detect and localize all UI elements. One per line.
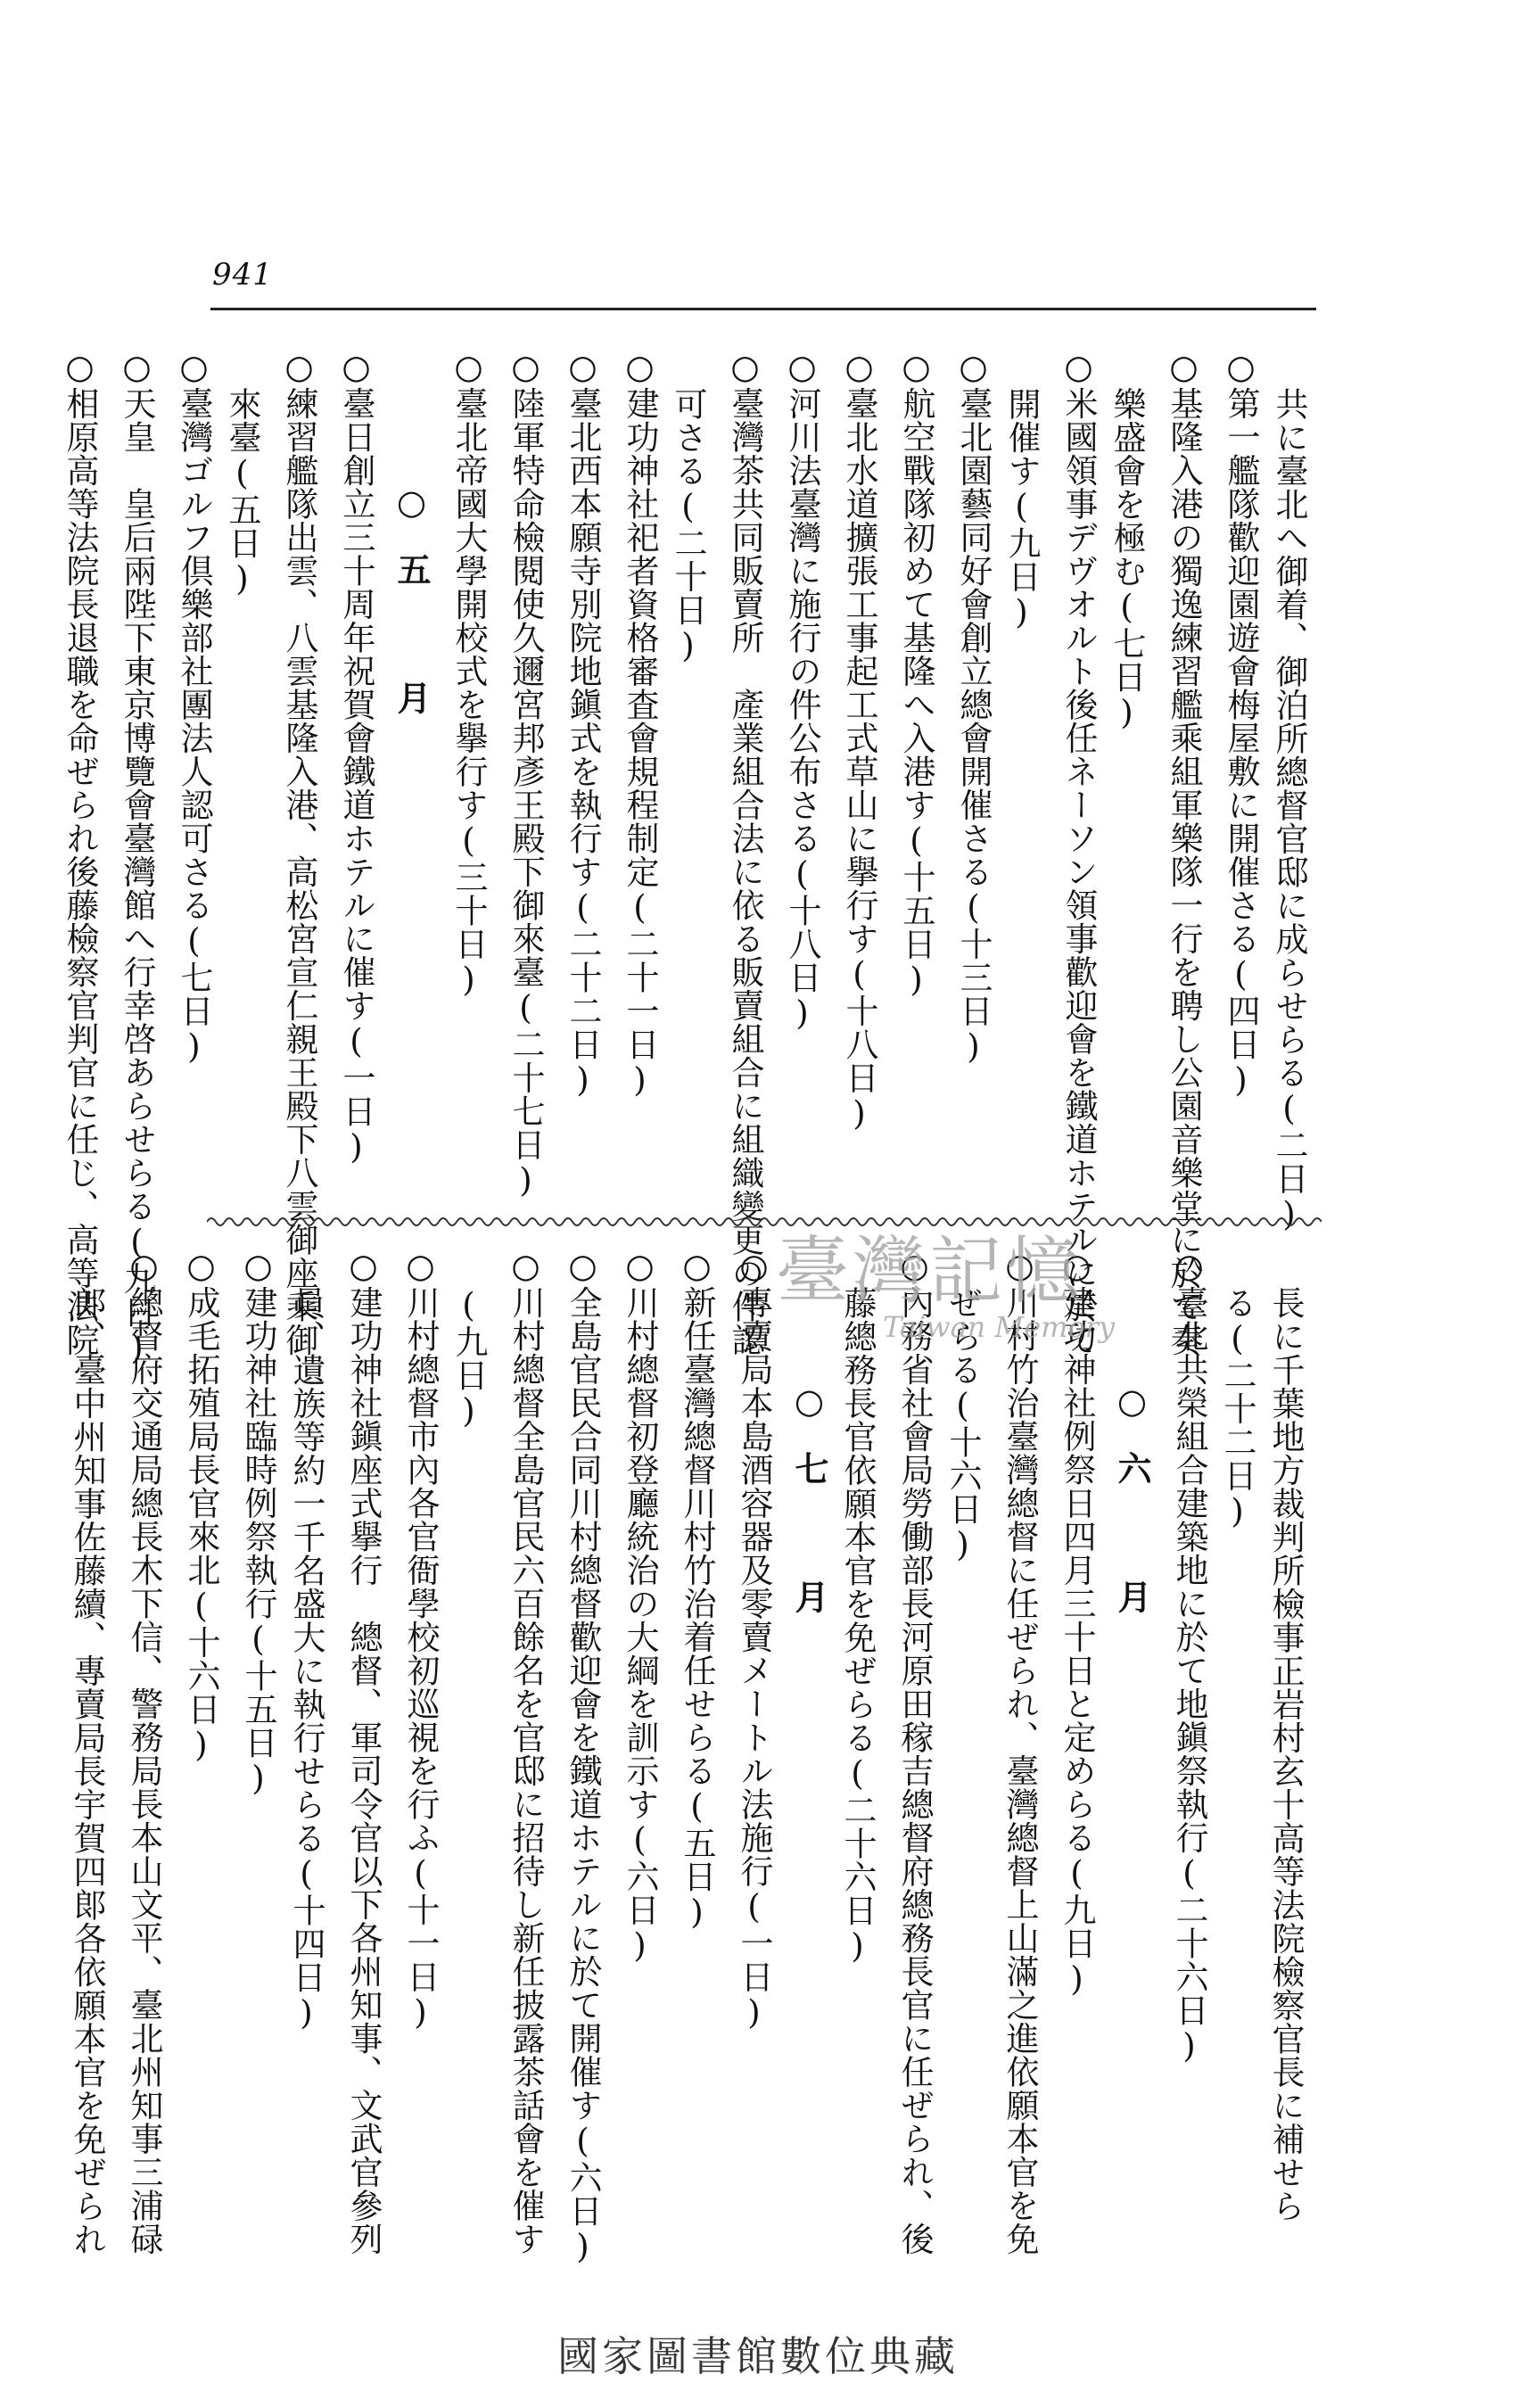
upper-text-column: ○臺北帝國大學開校式を擧行す(三十日): [449, 348, 488, 1000]
upper-text-column: ○相原高等法院長退職を命ぜられ後藤檢察官判官に任じ、高等法院: [61, 348, 99, 1357]
upper-text-column: ○臺北西本願寺別院地鎭式を執行す(二十二日): [564, 348, 602, 1100]
lower-text-column: ○川村總督初登廳統治の大綱を訓示す(六日): [621, 1247, 659, 1966]
upper-month-heading: ○五 月: [391, 482, 432, 745]
lower-text-column: ○總督府交通局總長木下信、警務局長本山文平、臺北州知事三浦碌: [125, 1247, 163, 2255]
upper-text-column: ○臺灣茶共同販賣所 產業組合法に依る販賣組合に組織變更の件認: [726, 348, 764, 1357]
footer-credit: 國家圖書館數位典藏: [557, 2332, 959, 2380]
upper-text-column: ○基隆入港の獨逸練習艦乘組軍樂隊一行を聘し公園音樂堂に於て奏: [1165, 348, 1203, 1357]
lower-text-block: [62, 1247, 1309, 2266]
upper-text-column: ○練習艦隊出雲、八雲基隆入港、高松宮宣仁親王殿下八雲御座乘御: [280, 348, 318, 1357]
watermark-en: Taiwan Memory: [883, 1310, 1116, 1344]
upper-text-column: 來臺(五日): [223, 387, 261, 598]
lower-text-column: ○新任臺灣總督川村竹治着任せらる(五日): [678, 1247, 716, 1932]
lower-text-column: ぜらる(十六日): [943, 1286, 982, 1564]
lower-text-column: ○川村竹治臺灣總督に任ぜられ、臺灣總督上山滿之進依願本官を免: [1001, 1247, 1039, 2255]
lower-text-column: る(二十二日): [1218, 1286, 1256, 1531]
lower-text-column: 長に千葉地方裁判所檢事正岩村玄十高等法院檢察官長に補せら: [1266, 1286, 1305, 2222]
upper-text-column: ○航空戰隊初めて基隆へ入港す(十五日): [897, 348, 935, 1000]
top-rule: [210, 308, 1316, 310]
lower-month-heading: ○六 月: [1112, 1381, 1152, 1644]
lower-text-column: ○建功神社鎭座式擧行 總督、軍司令官以下各州知事、文武官參列: [344, 1247, 383, 2255]
lower-text-column: ○專賣局本島酒容器及零賣メートル法施行(一日): [735, 1247, 773, 2033]
upper-text-column: ○臺灣ゴルフ倶樂部社團法人認可さる(七日): [175, 348, 213, 1067]
lower-text-column: 郞、臺中州知事佐藤續、專賣局長宇賀四郞各依願本官を免ぜられ: [68, 1286, 106, 2256]
upper-text-column: ○臺日創立三十周年祝賀會鐵道ホテルに催す(一日): [337, 348, 375, 1167]
upper-text-column: ○河川法臺灣に施行の件公布さる(十八日): [783, 348, 821, 1033]
upper-text-column: ○米國領事デヴオルト後任ネーソン領事歡迎會を鐵道ホテルに於て: [1059, 348, 1098, 1357]
lower-text-column: ○建功神社臨時例祭執行(十五日): [239, 1247, 277, 1798]
lower-text-column: ○川村總督市內各官衙學校初巡視を行ふ(十一日): [401, 1247, 440, 2033]
lower-month-heading: ○七 月: [789, 1381, 829, 1644]
upper-text-column: ○臺北園藝同好會創立總會開催さる(十三日): [954, 348, 993, 1067]
lower-text-column: (九日): [449, 1286, 488, 1431]
upper-text-column: ○建功神社祀者資格審査會規程制定(二十一日): [621, 348, 659, 1100]
wavy-divider: [207, 1211, 1322, 1233]
lower-text-column: ○臺北共榮組合建築地に於て地鎭祭執行(二十六日): [1170, 1247, 1208, 2066]
lower-text-column: ○內務省社會局勞働部長河原田稼吉總督府總務長官に任ぜられ、後: [895, 1247, 934, 2255]
upper-text-column: ○陸軍特命檢閱使久邇宮邦彥王殿下御來臺(二十七日): [507, 348, 545, 1200]
upper-text-column: ○臺北水道擴張工事起工式草山に擧行す(十八日): [840, 348, 878, 1134]
lower-text-column: 藤總務長官依願本官を免ぜらる(二十六日): [838, 1286, 877, 1966]
page-number: 941: [212, 257, 273, 293]
upper-text-column: 開催す(九日): [1002, 387, 1041, 632]
lower-text-column: ○全島官民合同川村總督歡迎會を鐵道ホテルに於て開催す(六日): [564, 1247, 602, 2266]
upper-text-column: 樂盛會を極む(七日): [1108, 387, 1146, 732]
watermark-cjk: 臺灣記憶: [776, 1229, 1083, 1314]
upper-text-column: ○天皇 皇后兩陛下東京博覽會臺灣館へ行幸啓あらせらる(九日): [118, 348, 156, 1367]
upper-text-column: 共に臺北へ御着、御泊所總督官邸に成らせらる(二日): [1270, 387, 1308, 1234]
lower-text-column: ○川村總督全島官民六百餘名を官邸に招待し新任披露茶話會を催す: [507, 1247, 545, 2255]
upper-text-column: 可さる(二十日): [669, 387, 707, 665]
upper-text-column: ○第一艦隊歡迎園遊會梅屋敷に開催さる(四日): [1222, 348, 1260, 1100]
lower-text-column: 員、遺族等約一千名盛大に執行せらる(十四日): [287, 1286, 325, 2033]
lower-text-column: ○建功神社例祭日四月三十日と定めらる(九日): [1058, 1247, 1096, 1999]
lower-text-column: ○成毛拓殖局長官來北(十六日): [182, 1247, 220, 1765]
